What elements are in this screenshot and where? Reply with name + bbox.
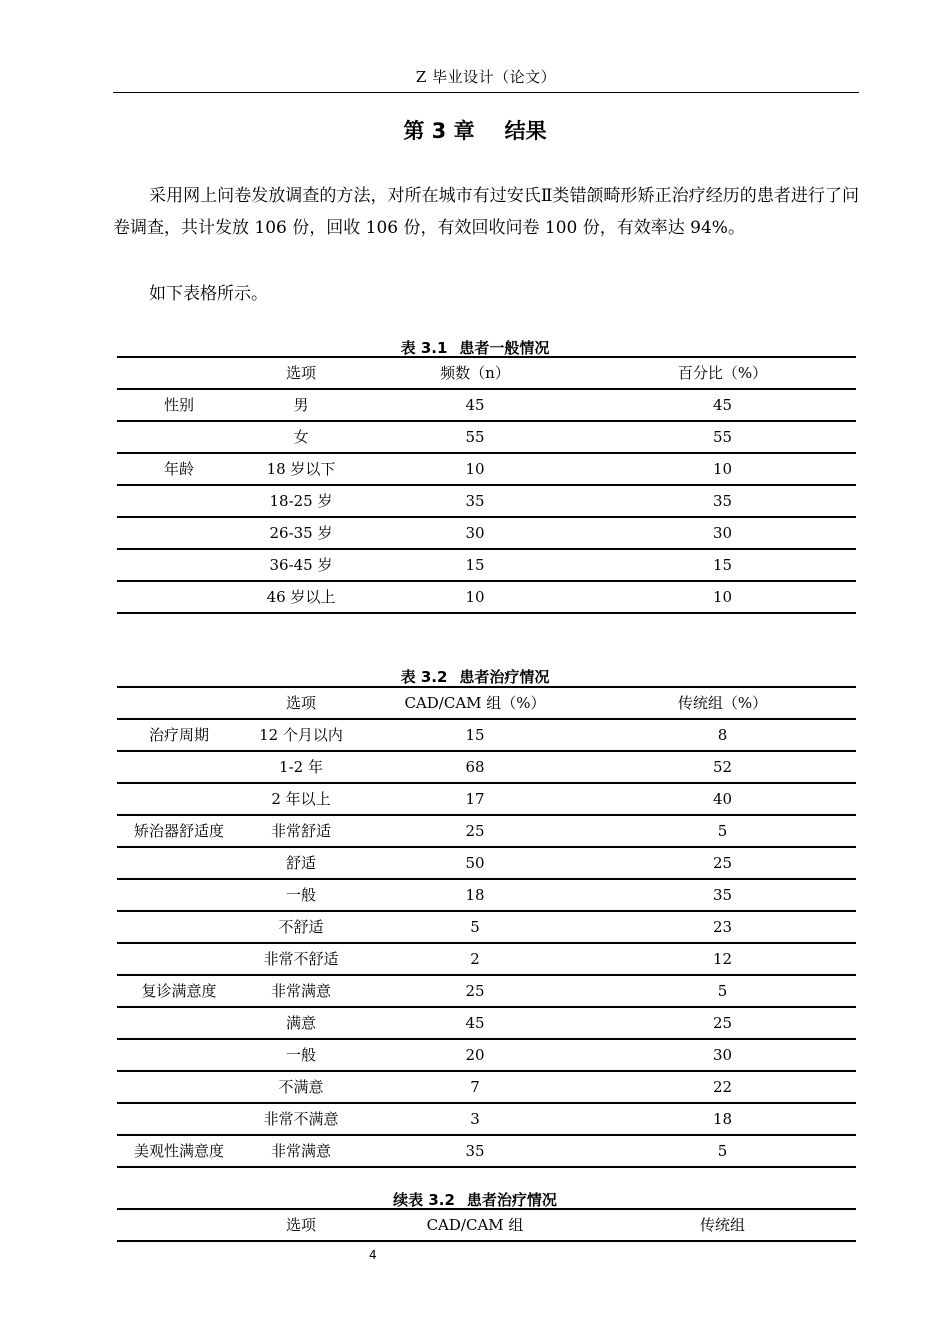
table-cell	[117, 421, 241, 453]
column-header: 百分比（%）	[589, 357, 856, 389]
table-cell: 36-45 岁	[241, 549, 361, 581]
table-cell: 非常满意	[241, 1135, 361, 1167]
table-cell: 30	[361, 517, 589, 549]
table-cell: 18	[361, 879, 589, 911]
table-cell: 3	[361, 1103, 589, 1135]
column-header: CAD/CAM 组（%）	[361, 687, 589, 719]
table-cell: 15	[589, 549, 856, 581]
table-cell: 35	[361, 485, 589, 517]
table-cell: 25	[589, 1007, 856, 1039]
table-cell: 40	[589, 783, 856, 815]
table-cell: 不满意	[241, 1071, 361, 1103]
table-cell: 不舒适	[241, 911, 361, 943]
table-cell	[117, 943, 241, 975]
table-cell	[117, 751, 241, 783]
table-cell: 23	[589, 911, 856, 943]
table-cell: 15	[361, 549, 589, 581]
table-row	[117, 719, 856, 751]
table-cell: 非常舒适	[241, 815, 361, 847]
table-cell: 一般	[241, 879, 361, 911]
table-cell: 一般	[241, 1039, 361, 1071]
table-cell: 18 岁以下	[241, 453, 361, 485]
table-cell: 复诊满意度	[117, 975, 241, 1007]
table-row	[117, 783, 856, 815]
table-cell: 5	[361, 911, 589, 943]
header-row	[117, 687, 856, 719]
table-cell	[117, 1103, 241, 1135]
header-title: Z 毕业设计（论文）	[415, 68, 557, 86]
table-cell: 10	[361, 453, 589, 485]
table-cell: 10	[361, 581, 589, 613]
table-cell: 男	[241, 389, 361, 421]
table-cell	[117, 549, 241, 581]
table-row	[117, 847, 856, 879]
table-cell: 12	[589, 943, 856, 975]
table-cell: 5	[589, 1135, 856, 1167]
table-cell: 5	[589, 975, 856, 1007]
table-cell	[117, 581, 241, 613]
table-cell: 10	[589, 581, 856, 613]
table-cell: 8	[589, 719, 856, 751]
table-cell: 25	[589, 847, 856, 879]
table-cell: 美观性满意度	[117, 1135, 241, 1167]
table-cell: 20	[361, 1039, 589, 1071]
table-cell: 50	[361, 847, 589, 879]
table-cell	[117, 1039, 241, 1071]
table-row	[117, 911, 856, 943]
table-row	[117, 485, 856, 517]
table-row	[117, 1103, 856, 1135]
table-cell: 18-25 岁	[241, 485, 361, 517]
column-header	[117, 1209, 241, 1241]
table-cell: 30	[589, 1039, 856, 1071]
table-row	[117, 453, 856, 485]
table-cell: 45	[361, 1007, 589, 1039]
table-cell: 55	[589, 421, 856, 453]
column-header	[117, 687, 241, 719]
table-cell: 年龄	[117, 453, 241, 485]
column-header: 传统组	[589, 1209, 856, 1241]
patient-general-table	[117, 356, 856, 614]
column-header: 频数（n）	[361, 357, 589, 389]
table-cell: 52	[589, 751, 856, 783]
table-cell: 68	[361, 751, 589, 783]
treatment-table	[117, 686, 856, 1168]
column-header: CAD/CAM 组	[361, 1209, 589, 1241]
table-row	[117, 1039, 856, 1071]
chapter-number: 第 3 章	[403, 119, 475, 143]
table-cell: 非常不舒适	[241, 943, 361, 975]
table-cell	[117, 517, 241, 549]
table-cell	[117, 879, 241, 911]
header-row	[117, 1209, 856, 1241]
table-cell: 35	[589, 879, 856, 911]
table-cell: 25	[361, 975, 589, 1007]
running-header	[113, 66, 859, 93]
intro-paragraph	[113, 180, 859, 244]
table-cell: 满意	[241, 1007, 361, 1039]
table3-caption-number: 续表 3.2	[393, 1191, 455, 1209]
treatment-table-continued	[117, 1208, 856, 1242]
table-intro-text: 如下表格所示。	[149, 284, 268, 304]
table-cell: 46 岁以上	[241, 581, 361, 613]
table-row	[117, 421, 856, 453]
table-cell: 12 个月以内	[241, 719, 361, 751]
table-row	[117, 1135, 856, 1167]
table-cell: 35	[361, 1135, 589, 1167]
column-header: 传统组（%）	[589, 687, 856, 719]
table1-caption-title: 患者一般情况	[459, 339, 550, 357]
table-cell: 女	[241, 421, 361, 453]
table2-caption-number: 表 3.2	[400, 668, 448, 686]
column-header	[117, 357, 241, 389]
table-cell	[117, 1071, 241, 1103]
table-row	[117, 1071, 856, 1103]
table-cell: 15	[361, 719, 589, 751]
table2-caption-title: 患者治疗情况	[459, 668, 550, 686]
table1-caption-number: 表 3.1	[400, 339, 448, 357]
chapter-title: 结果	[504, 119, 547, 143]
table-cell: 2	[361, 943, 589, 975]
table-cell: 性别	[117, 389, 241, 421]
page-number: 4	[369, 1248, 377, 1262]
table-cell: 10	[589, 453, 856, 485]
chapter-heading	[0, 115, 950, 147]
table-cell: 22	[589, 1071, 856, 1103]
table-cell: 26-35 岁	[241, 517, 361, 549]
table-row	[117, 943, 856, 975]
table-row	[117, 975, 856, 1007]
table-cell: 非常不满意	[241, 1103, 361, 1135]
table-intro-paragraph	[113, 278, 859, 310]
table-cell: 7	[361, 1071, 589, 1103]
table-cell	[117, 1007, 241, 1039]
table-cell: 17	[361, 783, 589, 815]
table-cell: 治疗周期	[117, 719, 241, 751]
table-cell: 35	[589, 485, 856, 517]
table-cell	[117, 911, 241, 943]
table-cell: 非常满意	[241, 975, 361, 1007]
table-cell	[117, 847, 241, 879]
table-cell: 矫治器舒适度	[117, 815, 241, 847]
table-row	[117, 389, 856, 421]
table-cell: 舒适	[241, 847, 361, 879]
column-header: 选项	[241, 357, 361, 389]
table-cell: 30	[589, 517, 856, 549]
column-header: 选项	[241, 687, 361, 719]
table-cell: 1-2 年	[241, 751, 361, 783]
table-cell: 25	[361, 815, 589, 847]
table3-caption-title: 患者治疗情况	[466, 1191, 557, 1209]
table-row	[117, 581, 856, 613]
table-row	[117, 751, 856, 783]
table-row	[117, 1007, 856, 1039]
table-row	[117, 879, 856, 911]
table-cell: 55	[361, 421, 589, 453]
table-cell: 45	[589, 389, 856, 421]
table2-caption	[0, 666, 950, 688]
table-cell	[117, 485, 241, 517]
table-cell: 2 年以上	[241, 783, 361, 815]
header-row	[117, 357, 856, 389]
column-header: 选项	[241, 1209, 361, 1241]
table-row	[117, 549, 856, 581]
table-row	[117, 815, 856, 847]
table-cell	[117, 783, 241, 815]
table-cell: 45	[361, 389, 589, 421]
table-cell: 5	[589, 815, 856, 847]
intro-paragraph-text: 采用网上问卷发放调查的方法，对所在城市有过安氏Ⅱ类错颌畸形矫正治疗经历的患者进行了问卷调查，共计发放 106 份，回收 106 份，有效回收问卷 100 份，有效率达 94%。	[113, 186, 859, 238]
table-cell: 18	[589, 1103, 856, 1135]
table-row	[117, 517, 856, 549]
